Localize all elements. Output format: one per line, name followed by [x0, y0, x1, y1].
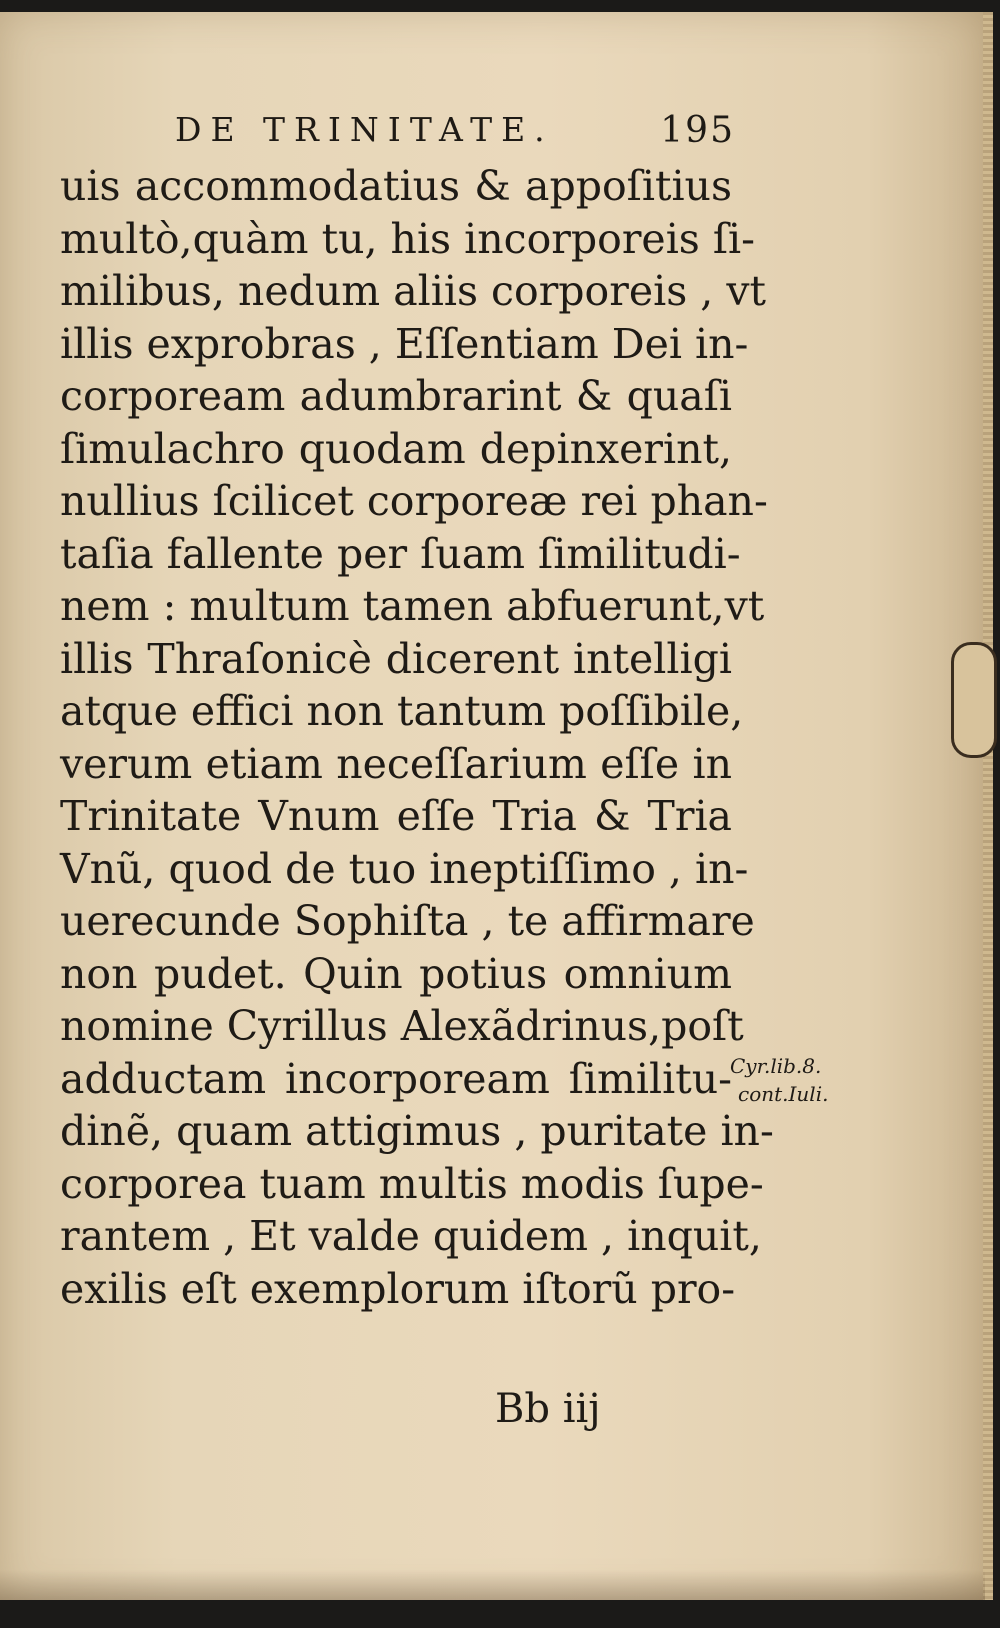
text-line: milibus, nedum aliis corporeis , vt	[60, 267, 766, 315]
book-page	[0, 12, 985, 1600]
text-line: adductam incorpoream ſimilitu-	[60, 1054, 732, 1103]
margin-note	[730, 1052, 860, 1108]
text-line: rantem , Et valde quidem , inquit,	[60, 1212, 762, 1260]
text-line: exilis eſt exemplorum iſtorũ pro-	[60, 1264, 736, 1313]
page-shadow	[0, 1570, 985, 1600]
text-line: atque effici non tantum poſſibile,	[60, 687, 744, 735]
page-number: 195	[660, 110, 735, 151]
text-line: dinẽ, quam attigimus , puritate in-	[60, 1107, 774, 1155]
text-line: taſia fallente per ſuam ſimilitudi-	[60, 529, 741, 578]
clasp-mark	[951, 642, 997, 758]
margin-note-line: Cyr.lib.8.	[730, 1054, 822, 1078]
text-line: uis accommodatius & appoſitius	[60, 162, 732, 210]
running-head-title: DE TRINITATE.	[175, 110, 554, 149]
margin-note-line: cont.Iuli.	[738, 1082, 829, 1106]
text-line: illis Thraſonicè dicerent intelligi	[60, 634, 732, 683]
text-line: ſimulachro quodam depinxerint,	[60, 424, 732, 473]
text-line: verum etiam neceſſarium eſſe in	[60, 739, 732, 788]
text-line: non pudet. Quin potius omnium	[60, 949, 732, 998]
text-line: uerecunde Sophiſta , te affirmare	[60, 897, 755, 945]
text-line: corpoream adumbrarint & quaſi	[60, 372, 732, 420]
page-edge	[983, 12, 993, 1600]
body-text	[60, 160, 774, 1315]
signature-mark: Bb iij	[495, 1386, 601, 1432]
text-line: nomine Cyrillus Alexãdrinus,poſt	[60, 1002, 744, 1050]
text-line: nullius ſcilicet corporeæ rei phan-	[60, 477, 768, 525]
text-line: multò,quàm tu, his incorporeis ſi-	[60, 214, 756, 263]
text-line: Vnũ, quod de tuo ineptiſſimo , in-	[60, 844, 749, 893]
text-line: nem : multum tamen abfuerunt,vt	[60, 582, 765, 630]
text-line: corporea tuam multis modis ſupe-	[60, 1159, 764, 1208]
text-line: illis exprobras , Eſſentiam Dei in-	[60, 319, 749, 368]
running-head	[175, 110, 735, 154]
text-line: Trinitate Vnum eſſe Tria & Tria	[60, 792, 732, 840]
